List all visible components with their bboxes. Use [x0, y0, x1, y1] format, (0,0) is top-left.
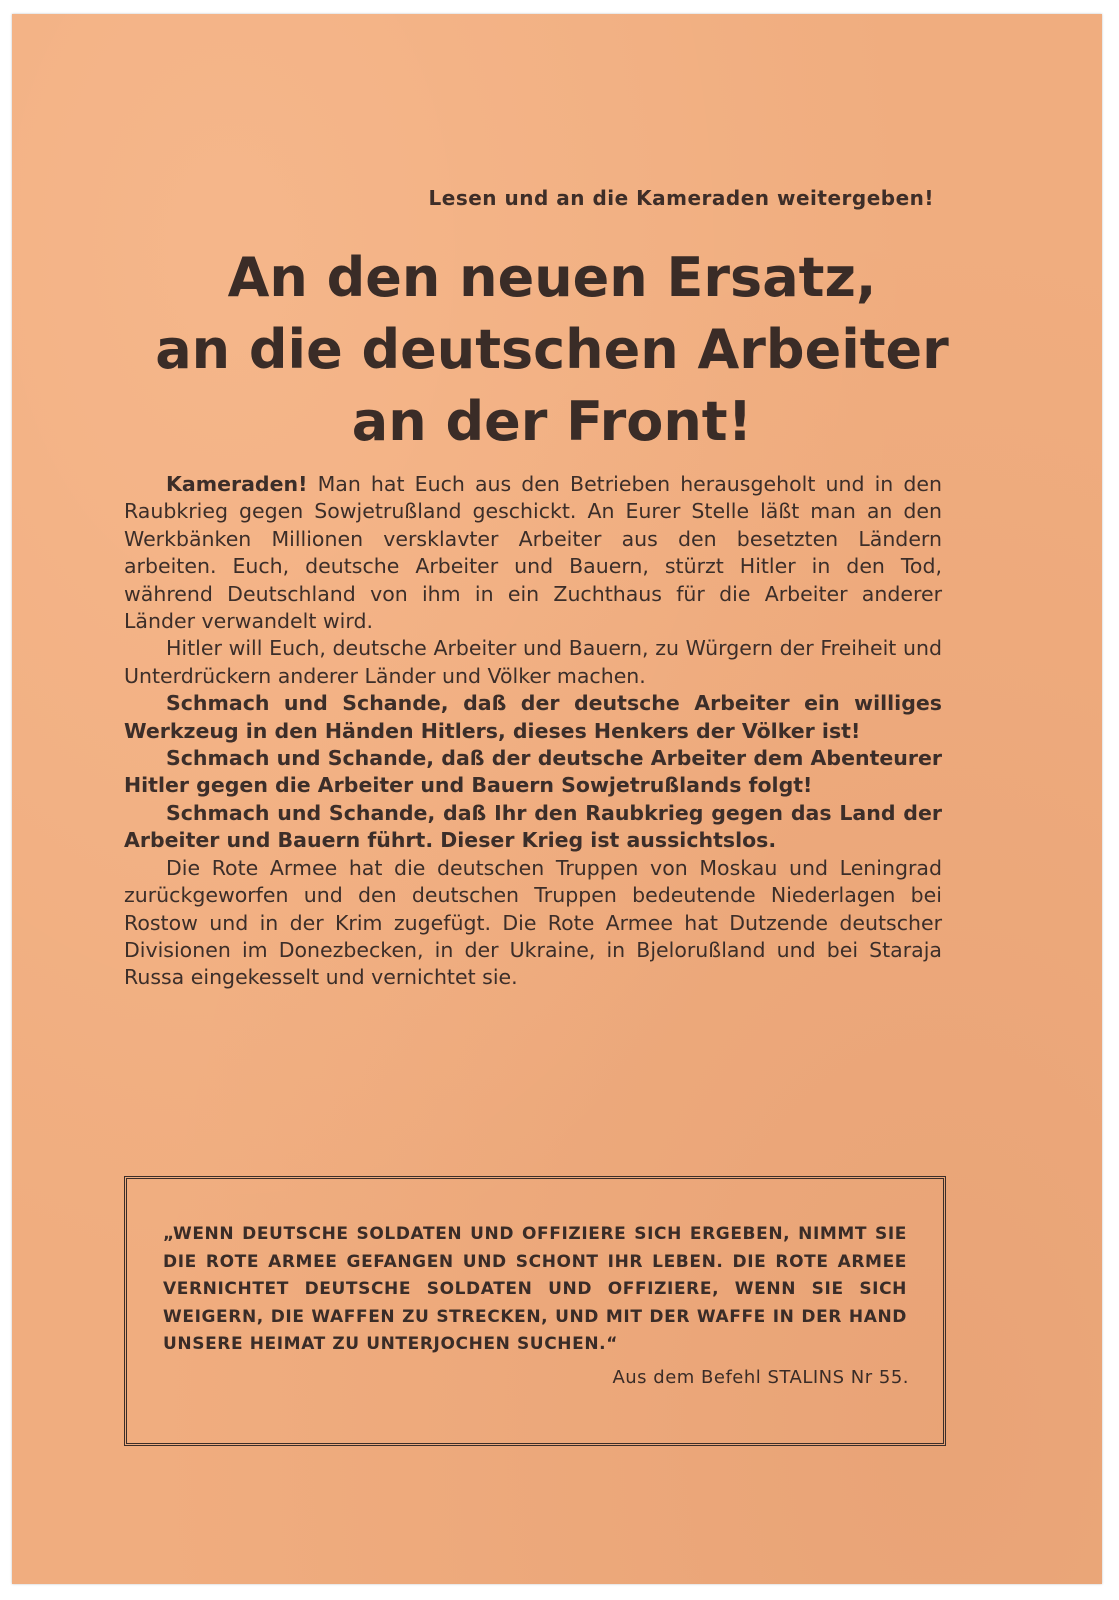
top-instruction-line: Lesen und an die Kameraden weitergeben!	[428, 186, 934, 210]
headline-line-3: an der Front!	[351, 390, 753, 453]
headline	[122, 242, 982, 458]
paragraph-4: Schmach und Schande, daß der deutsche Arbeiter dem Abenteurer Hitler gegen die Arbeiter und Bauern Sowjetrußlands folgt!	[124, 746, 942, 798]
body-text	[124, 471, 942, 992]
paragraph-1-lead: Kameraden!	[166, 472, 308, 496]
headline-line-2: an die deutschen Arbeiter	[155, 318, 949, 381]
paragraph-2: Hitler will Euch, deutsche Arbeiter und Bauern, zu Würgern der Freiheit und Unterdrückern anderer Länder und Völker machen.	[124, 636, 942, 688]
paragraph-1	[124, 471, 942, 635]
quote-source: Aus dem Befehl STALINS Nr 55.	[612, 1367, 909, 1388]
headline-line-1: An den neuen Ersatz,	[227, 246, 877, 309]
paragraph-3: Schmach und Schande, daß der deutsche Arbeiter ein williges Werkzeug in den Händen Hitlers, dieses Henkers der Völker ist!	[124, 691, 942, 743]
quote-box	[124, 1176, 946, 1446]
paragraph-6: Die Rote Armee hat die deutschen Truppen von Moskau und Leningrad zurückgeworfen und den deutschen Truppen bedeutende Niederlagen bei Rostow und in der Krim zugefügt. Die Rote Armee hat Dutzende deutscher Divisionen im Donezbecken, in der Ukraine, in Bjelorußland und bei Staraja Russa eingekesselt und vernichtet sie.	[124, 855, 942, 990]
leaflet-sheet	[12, 14, 1102, 1584]
paragraph-1-text: Man hat Euch aus den Betrieben herausgeholt und in den Raubkrieg gegen Sowjetrußland geschickt. An Eurer Stelle läßt man an den Werkbänken Millionen versklavter Arbeiter aus den besetzten Ländern arbeiten. Euch, deutsche Arbeiter und Bauern, stürzt Hitler in den Tod, während Deutschland von ihm in ein Zuchthaus für die Arbeiter anderer Länder verwandelt wird.	[124, 472, 942, 634]
quote-text: „WENN DEUTSCHE SOLDATEN UND OFFIZIERE SICH ERGEBEN, NIMMT SIE DIE ROTE ARMEE GEFANGEN UND SCHONT IHR LEBEN. DIE ROTE ARMEE VERNICHTET DEUTSCHE SOLDATEN UND OFFIZIERE, WENN SIE SICH WEIGERN, DIE WAFFEN ZU STRECKEN, UND MIT DER WAFFE IN DER HAND UNSERE HEIMAT ZU UNTERJOCHEN SUCHEN.“	[163, 1224, 907, 1354]
paragraph-5: Schmach und Schande, daß Ihr den Raubkrieg gegen das Land der Arbeiter und Bauern führt. Dieser Krieg ist aussichtslos.	[124, 800, 942, 853]
